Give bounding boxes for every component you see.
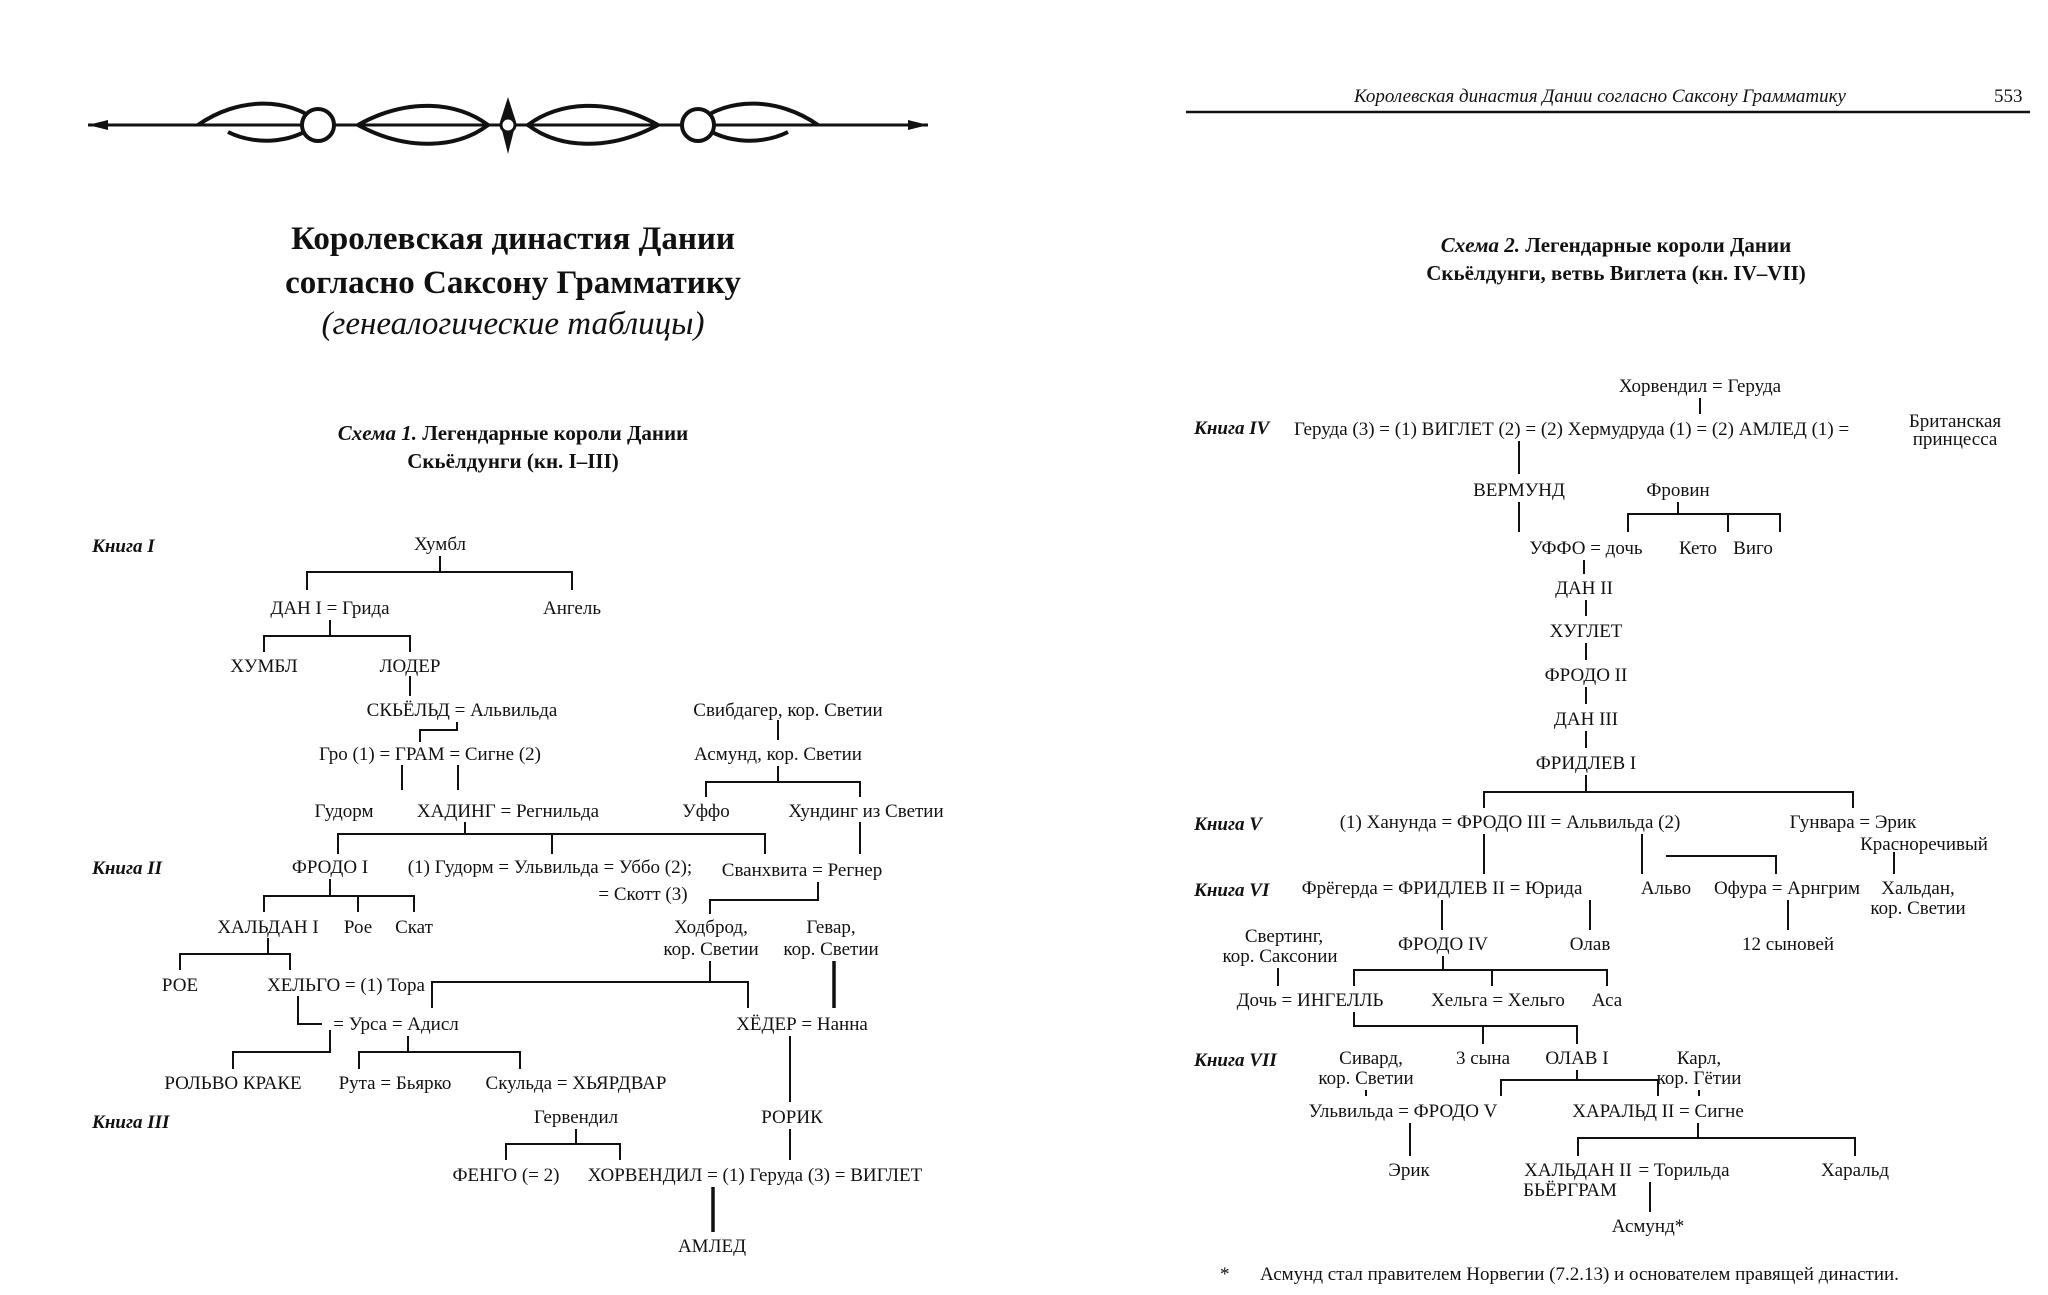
tree-node: Сванхвита = Регнер [721, 860, 883, 881]
right-page [1024, 0, 2048, 1295]
tree-node: Гро (1) = ГРАМ = Сигне (2) [319, 744, 541, 765]
scheme1-line2: Скьёлдунги (кн. I–III) [407, 449, 619, 473]
tree-node: ХАРАЛЬД II = Сигне [1572, 1101, 1744, 1122]
tree-node: ХАЛЬДАН II [1524, 1160, 1632, 1181]
tree-node: Сивард, [1339, 1048, 1403, 1069]
tree-node: Гервендил [533, 1107, 619, 1128]
book-label: Книга VII [1194, 1050, 1277, 1071]
tree-node: Свертинг, [1244, 926, 1324, 947]
tree-node: Британская [1908, 411, 2002, 432]
tree-node: кор. Гётии [1656, 1068, 1742, 1089]
running-header: Королевская династия Дании согласно Саксону Грамматику [1354, 86, 1846, 107]
tree-node: Аса [1591, 990, 1623, 1011]
book-label: Книга V [1194, 814, 1262, 835]
main-subtitle: (генеалогические таблицы) [321, 306, 705, 342]
tree-node: = Торильда [1638, 1160, 1730, 1181]
tree-node: ДАН II [1555, 578, 1613, 599]
scheme1-line1: Легендарные короли Дании [416, 421, 689, 445]
tree-node: (1) Ханунда = ФРОДО III = Альвильда (2) [1339, 812, 1681, 833]
scheme1-prefix: Схема 1. [337, 421, 417, 445]
tree-node: Виго [1733, 538, 1773, 559]
tree-node: АМЛЕД [677, 1236, 747, 1257]
tree-node: (1) Гудорм = Ульвильда = Уббо (2); [407, 857, 693, 878]
tree-node: Хумбл [414, 534, 466, 555]
tree-node: ХЁДЕР = Нанна [736, 1014, 868, 1035]
page-number: 553 [1994, 86, 2023, 107]
tree-node: Гевар, [806, 917, 856, 938]
book-label: Книга I [92, 536, 155, 557]
tree-node: ФРИДЛЕВ I [1535, 753, 1637, 774]
scheme1-title [338, 420, 688, 447]
tree-node: ХАДИНГ = Регнильда [416, 801, 600, 822]
book-label: Книга IV [1194, 418, 1270, 439]
tree-node: Офура = Арнгрим [1713, 878, 1861, 899]
tree-node: Скульда = ХЬЯРДВАР [485, 1073, 667, 1094]
tree-node: = Урса = Адисл [333, 1014, 459, 1035]
tree-node: ДАН I = Грида [270, 598, 390, 619]
tree-node: ФРОДО I [291, 857, 369, 878]
scheme2-line1: Легендарные короли Дании [1519, 233, 1792, 257]
tree-node: Альво [1640, 878, 1692, 899]
tree-node: СКЬЁЛЬД = Альвильда [366, 700, 558, 721]
tree-node: Хельга = Хельго [1431, 990, 1565, 1011]
ornament-divider [88, 92, 928, 162]
footnote-mark: * [1220, 1264, 1230, 1285]
tree-node: кор. Светии [663, 939, 759, 960]
scheme2-prefix: Схема 2. [1440, 233, 1520, 257]
tree-node: Гунвара = Эрик [1789, 812, 1917, 833]
tree-node: Олав [1569, 934, 1611, 955]
tree-node: Хундинг из Светии [788, 801, 944, 822]
tree-node: Харальд [1820, 1160, 1890, 1181]
tree-node: РОЕ [161, 975, 199, 996]
book-label: Книга III [92, 1112, 170, 1133]
tree-node: Фровин [1646, 480, 1710, 501]
tree-node: кор. Саксонии [1222, 946, 1338, 967]
tree-node: Хальдан, [1881, 878, 1955, 899]
tree-node: Скат [395, 917, 433, 938]
tree-node: 12 сыновей [1741, 934, 1835, 955]
tree-node: кор. Светии [783, 939, 879, 960]
tree-node: Рое [343, 917, 373, 938]
tree-node: Асмунд* [1611, 1216, 1685, 1237]
book-label: Книга VI [1194, 880, 1270, 901]
tree-node: ФРОДО IV [1397, 934, 1489, 955]
tree-node: Карл, [1676, 1048, 1722, 1069]
scheme2-title [1441, 232, 1791, 259]
scheme2-line2: Скьёлдунги, ветвь Виглета (кн. IV–VII) [1426, 261, 1806, 285]
tree-node: Гудорм [314, 801, 374, 822]
tree-node: 3 сына [1455, 1048, 1511, 1069]
tree-node: Геруда (3) = (1) ВИГЛЕТ (2) = (2) Хермудруда (1) = (2) АМЛЕД (1) = [1294, 419, 1850, 440]
tree-node: Эрик [1388, 1160, 1430, 1181]
footnote-text: Асмунд стал правителем Норвегии (7.2.13) и основателем правящей династии. [1260, 1264, 1899, 1285]
tree-node: Ходброд, [674, 917, 748, 938]
tree-node: Красноречивый [1860, 834, 1988, 855]
tree-node: принцесса [1912, 429, 1998, 450]
tree-node: Уффо [682, 801, 730, 822]
tree-node: ФЕНГО (= 2) [452, 1165, 560, 1186]
tree-node: ФРОДО II [1544, 665, 1628, 686]
tree-node: УФФО = дочь [1529, 538, 1643, 559]
main-title-line1: Королевская династия Дании [291, 221, 735, 257]
tree-node: БЬЁРГРАМ [1523, 1180, 1617, 1201]
tree-node: ХУМБЛ [230, 656, 298, 677]
tree-node: Кето [1679, 538, 1717, 559]
tree-node: Фрёгерда = ФРИДЛЕВ II = Юрида [1301, 878, 1583, 899]
tree-node: ДАН III [1553, 709, 1619, 730]
tree-node: Рута = Бьярко [338, 1073, 452, 1094]
tree-node: ВЕРМУНД [1473, 480, 1565, 501]
tree-node: Свибдагер, кор. Светии [693, 700, 883, 721]
tree-node: кор. Светии [1318, 1068, 1414, 1089]
main-title-line2: согласно Саксону Грамматику [285, 265, 741, 301]
tree-node: Асмунд, кор. Светии [694, 744, 862, 765]
tree-node: ХОРВЕНДИЛ = (1) Геруда (3) = ВИГЛЕТ [587, 1165, 923, 1186]
tree-node: = Скотт (3) [598, 884, 688, 905]
book-label: Книга II [92, 858, 163, 879]
tree-node: кор. Светии [1870, 898, 1966, 919]
tree-node: РОРИК [761, 1107, 823, 1128]
tree-node: РОЛЬВО КРАКЕ [164, 1073, 302, 1094]
tree-node: ЛОДЕР [379, 656, 441, 677]
tree-node: ОЛАВ I [1545, 1048, 1609, 1069]
tree-node: Ангель [542, 598, 602, 619]
tree-node: Дочь = ИНГЕЛЛЬ [1236, 990, 1384, 1011]
tree-node: Ульвильда = ФРОДО V [1308, 1101, 1498, 1122]
tree-node: Хорвендил = Геруда [1618, 376, 1782, 397]
tree-node: ХУГЛЕТ [1549, 621, 1623, 642]
tree-node: ХЕЛЬГО = (1) Тора [267, 975, 425, 996]
tree-node: ХАЛЬДАН I [217, 917, 319, 938]
